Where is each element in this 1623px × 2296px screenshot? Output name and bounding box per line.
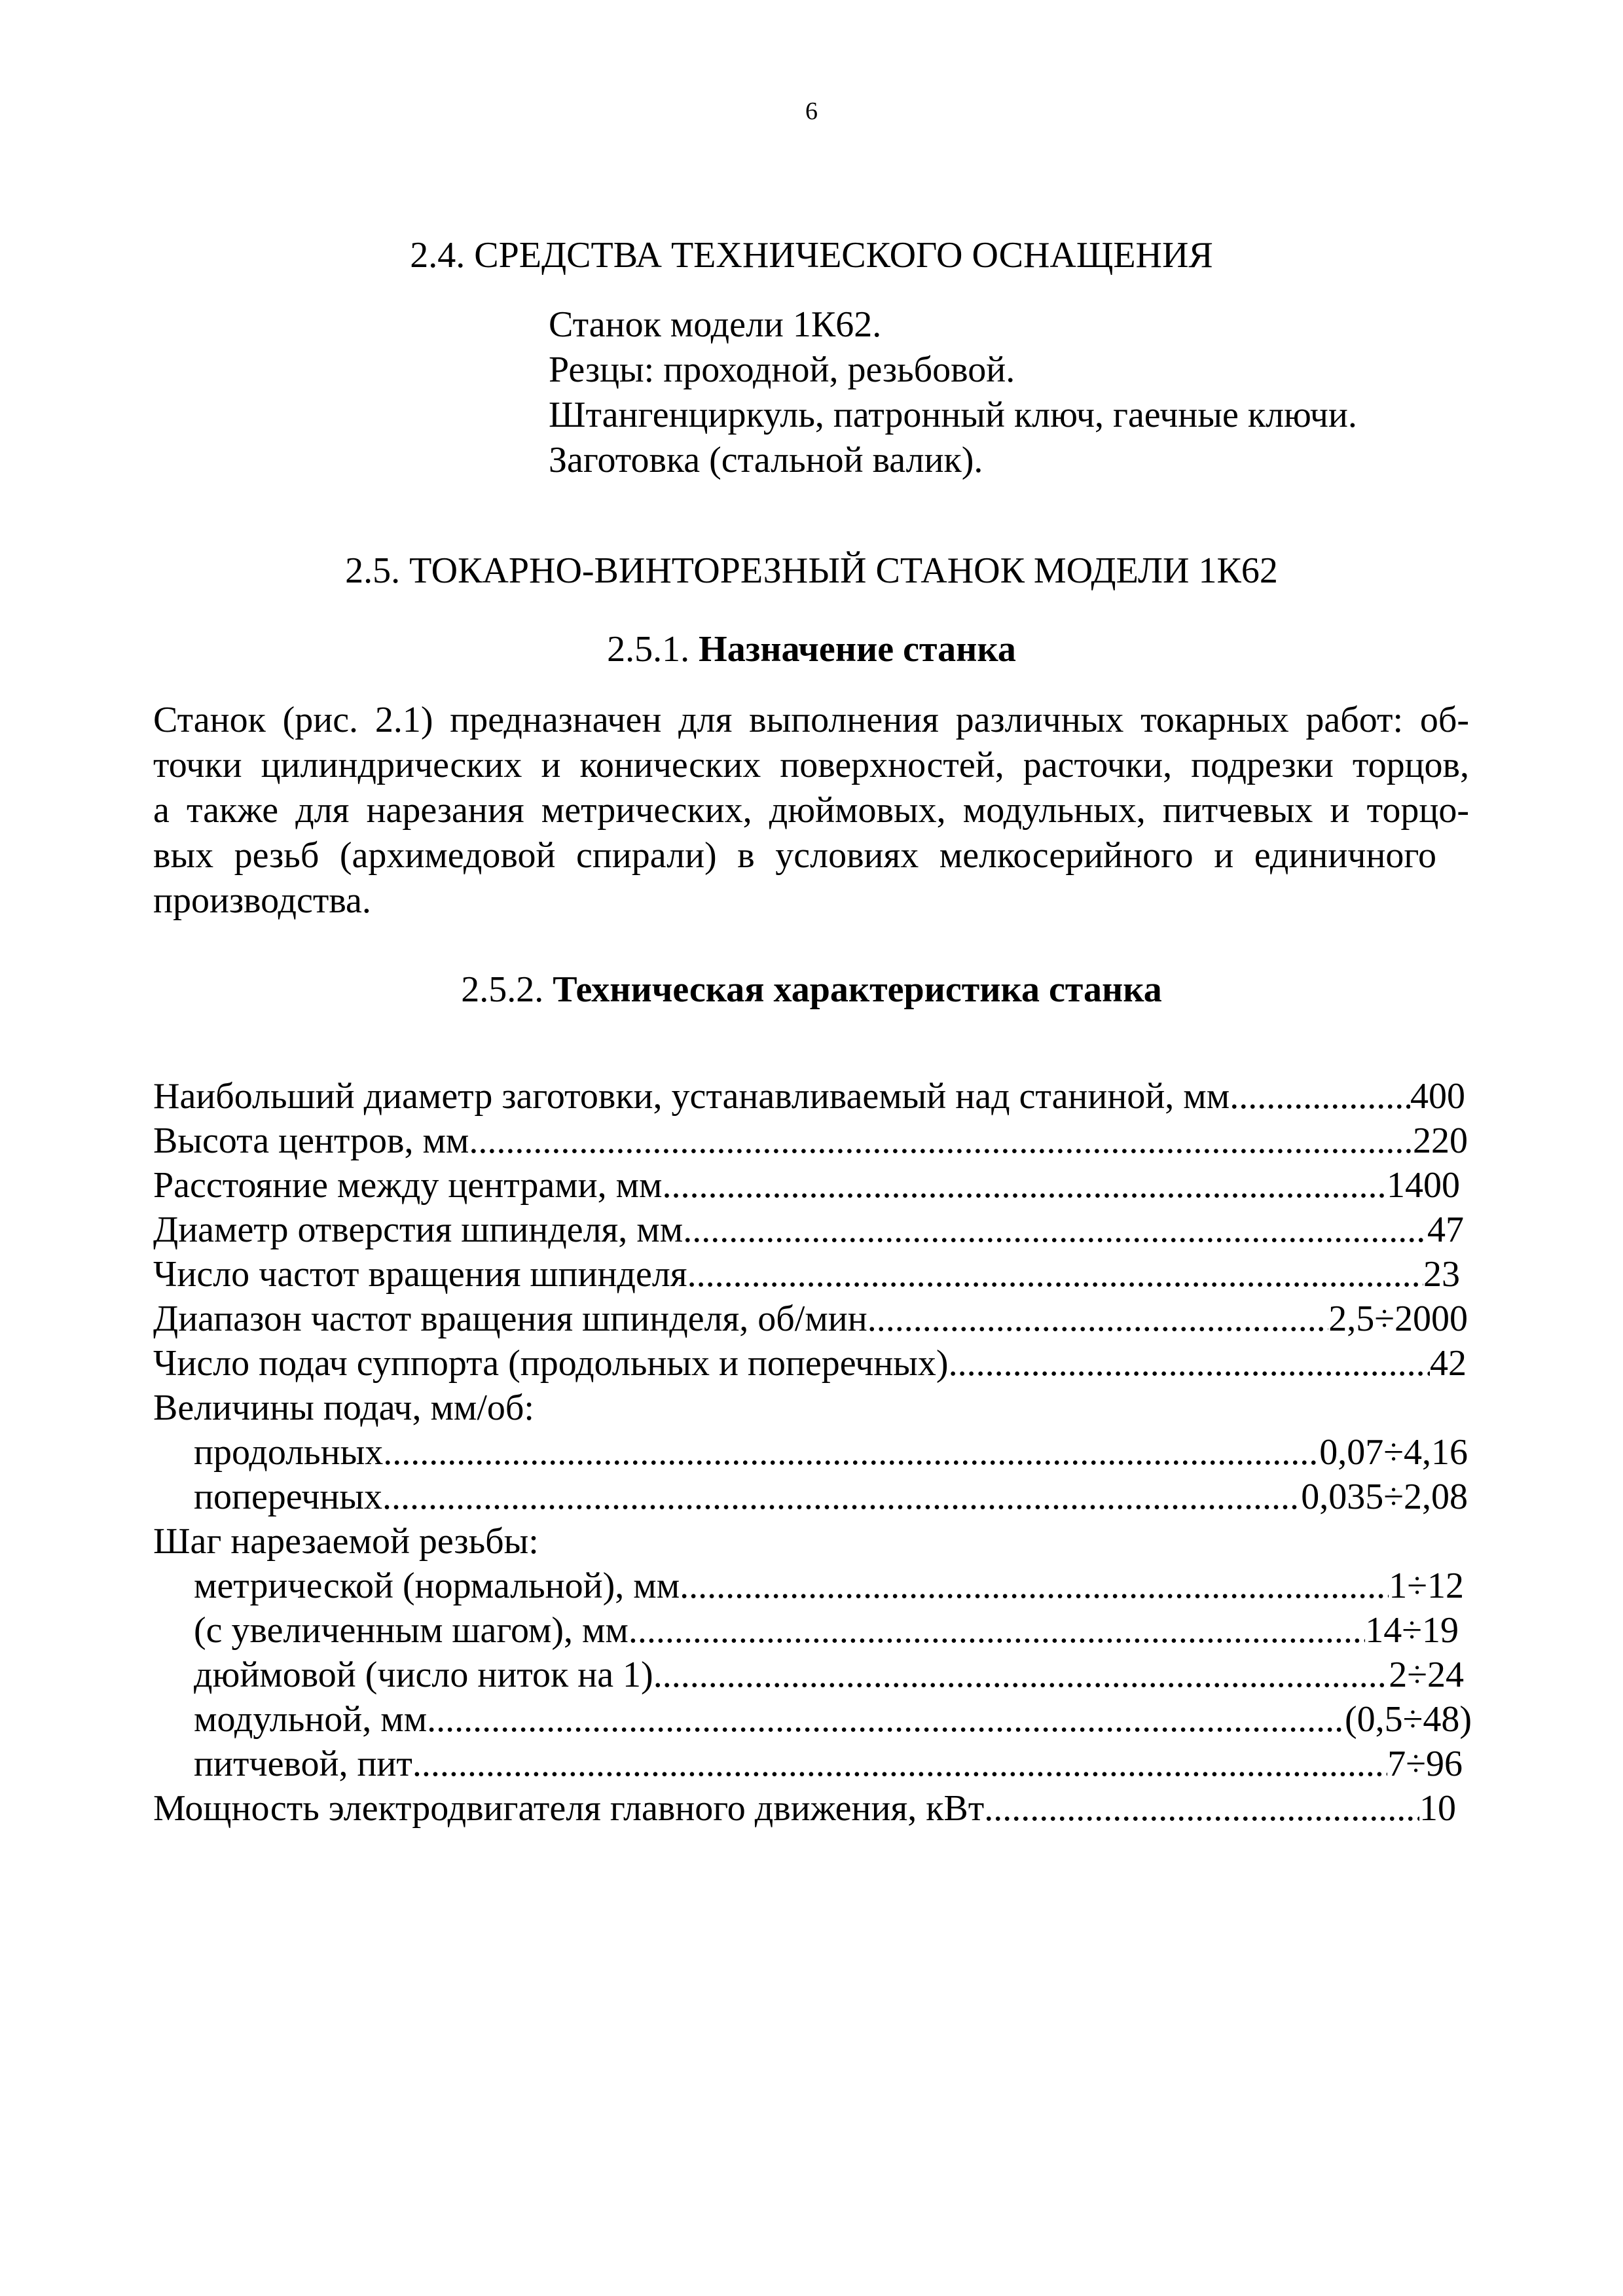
spec-label: Величины подач, мм/об:: [153, 1388, 534, 1428]
spec-row: [153, 1786, 1456, 1831]
paragraph-line: Станок (рис. 2.1) предназначен для выполнения различных токарных работ: об-: [153, 700, 1469, 740]
leader-dots: [629, 1608, 1365, 1653]
leader-dots: [469, 1119, 1413, 1163]
spec-value: 2,5÷2000: [1328, 1299, 1468, 1339]
spec-row: [153, 1297, 1468, 1341]
leader-dots: [412, 1742, 1387, 1786]
spec-row: [153, 1208, 1464, 1252]
spec-value: 1400: [1387, 1165, 1460, 1206]
section-2-5-1-heading: [0, 628, 1623, 670]
spec-label: поперечных: [194, 1477, 383, 1517]
spec-group-label: [153, 1386, 1472, 1430]
leader-dots: [949, 1341, 1430, 1386]
spec-row: [153, 1697, 1472, 1742]
spec-value: 23: [1423, 1254, 1460, 1295]
leader-dots: [653, 1653, 1389, 1697]
spec-label: дюймовой (число ниток на 1): [194, 1655, 653, 1695]
section-2-5-2-title: Техническая характеристика станка: [553, 969, 1162, 1010]
leader-dots: [382, 1475, 1301, 1519]
section-2-5-2-heading: [0, 969, 1623, 1011]
spec-row: [153, 1564, 1464, 1608]
spec-label: (с увеличенным шагом), мм: [194, 1610, 629, 1651]
spec-row: [153, 1653, 1464, 1697]
spec-value: 220: [1413, 1121, 1468, 1161]
spec-label: Наибольший диаметр заготовки, устанавливаемый над станиной, мм: [153, 1076, 1230, 1117]
spec-value: 0,07÷4,16: [1319, 1432, 1468, 1473]
spec-group-label: [153, 1519, 1472, 1564]
equipment-item: Резцы: проходной, резьбовой.: [549, 350, 1015, 390]
spec-value: 10: [1419, 1788, 1456, 1829]
equipment-item: Заготовка (стальной валик).: [549, 440, 983, 480]
spec-value: 7÷96: [1387, 1744, 1463, 1784]
spec-row: [153, 1074, 1465, 1119]
spec-row: [153, 1608, 1459, 1653]
leader-dots: [683, 1208, 1427, 1252]
spec-list: [153, 1074, 1472, 1831]
spec-row: [153, 1475, 1468, 1519]
spec-label: метрической (нормальной), мм: [194, 1566, 680, 1606]
spec-label: Мощность электродвигателя главного движения, кВт: [153, 1788, 985, 1829]
page-number: 6: [805, 98, 818, 125]
paragraph-line: вых резьб (архимедовой спирали) в условиях мелкосерийного и единичного: [153, 835, 1436, 876]
spec-row: [153, 1742, 1463, 1786]
spec-value: 47: [1427, 1210, 1464, 1250]
leader-dots: [687, 1252, 1423, 1297]
leader-dots: [984, 1786, 1419, 1831]
equipment-item: Станок модели 1К62.: [549, 304, 882, 345]
section-2-5-2-number: 2.5.2.: [461, 969, 544, 1010]
spec-label: Диапазон частот вращения шпинделя, об/мин: [153, 1299, 867, 1339]
spec-label: Число подач суппорта (продольных и поперечных): [153, 1343, 949, 1384]
section-2-5-1-title: Назначение станка: [699, 629, 1016, 670]
spec-label: Число частот вращения шпинделя: [153, 1254, 687, 1295]
spec-label: продольных: [194, 1432, 384, 1473]
spec-row: [153, 1252, 1460, 1297]
spec-value: 42: [1430, 1343, 1467, 1384]
spec-value: 400: [1410, 1076, 1465, 1117]
spec-row: [153, 1119, 1468, 1163]
paragraph-line: а также для нарезания метрических, дюймовых, модульных, питчевых и торцо-: [153, 790, 1469, 831]
spec-row: [153, 1163, 1460, 1208]
leader-dots: [663, 1163, 1387, 1208]
equipment-item: Штангенциркуль, патронный ключ, гаечные ключи.: [549, 395, 1357, 435]
paragraph-line: производства.: [153, 880, 371, 921]
spec-value: 2÷24: [1389, 1655, 1464, 1695]
spec-value: 1÷12: [1389, 1566, 1464, 1606]
spec-label: Диаметр отверстия шпинделя, мм: [153, 1210, 684, 1250]
leader-dots: [427, 1697, 1345, 1742]
section-2-5-heading: 2.5. ТОКАРНО-ВИНТОРЕЗНЫЙ СТАНОК МОДЕЛИ 1К62: [345, 550, 1278, 591]
spec-row: [153, 1341, 1467, 1386]
spec-label: Шаг нарезаемой резьбы:: [153, 1521, 539, 1562]
spec-value: 0,035÷2,08: [1301, 1477, 1468, 1517]
leader-dots: [867, 1297, 1329, 1341]
purpose-paragraph: [153, 698, 1469, 924]
spec-label: модульной, мм: [194, 1699, 428, 1740]
leader-dots: [383, 1430, 1319, 1475]
spec-label: питчевой, пит: [194, 1744, 412, 1784]
section-2-4-heading: 2.4. СРЕДСТВА ТЕХНИЧЕСКОГО ОСНАЩЕНИЯ: [410, 235, 1213, 276]
leader-dots: [680, 1564, 1389, 1608]
spec-value: (0,5÷48): [1344, 1699, 1472, 1740]
spec-label: Высота центров, мм: [153, 1121, 469, 1161]
leader-dots: [1230, 1074, 1410, 1119]
spec-label: Расстояние между центрами, мм: [153, 1165, 663, 1206]
equipment-list: [549, 302, 1357, 483]
spec-row: [153, 1430, 1468, 1475]
spec-value: 14÷19: [1365, 1610, 1459, 1651]
section-2-5-1-number: 2.5.1.: [607, 629, 690, 670]
paragraph-line: точки цилиндрических и конических поверхностей, расточки, подрезки торцов,: [153, 745, 1469, 785]
